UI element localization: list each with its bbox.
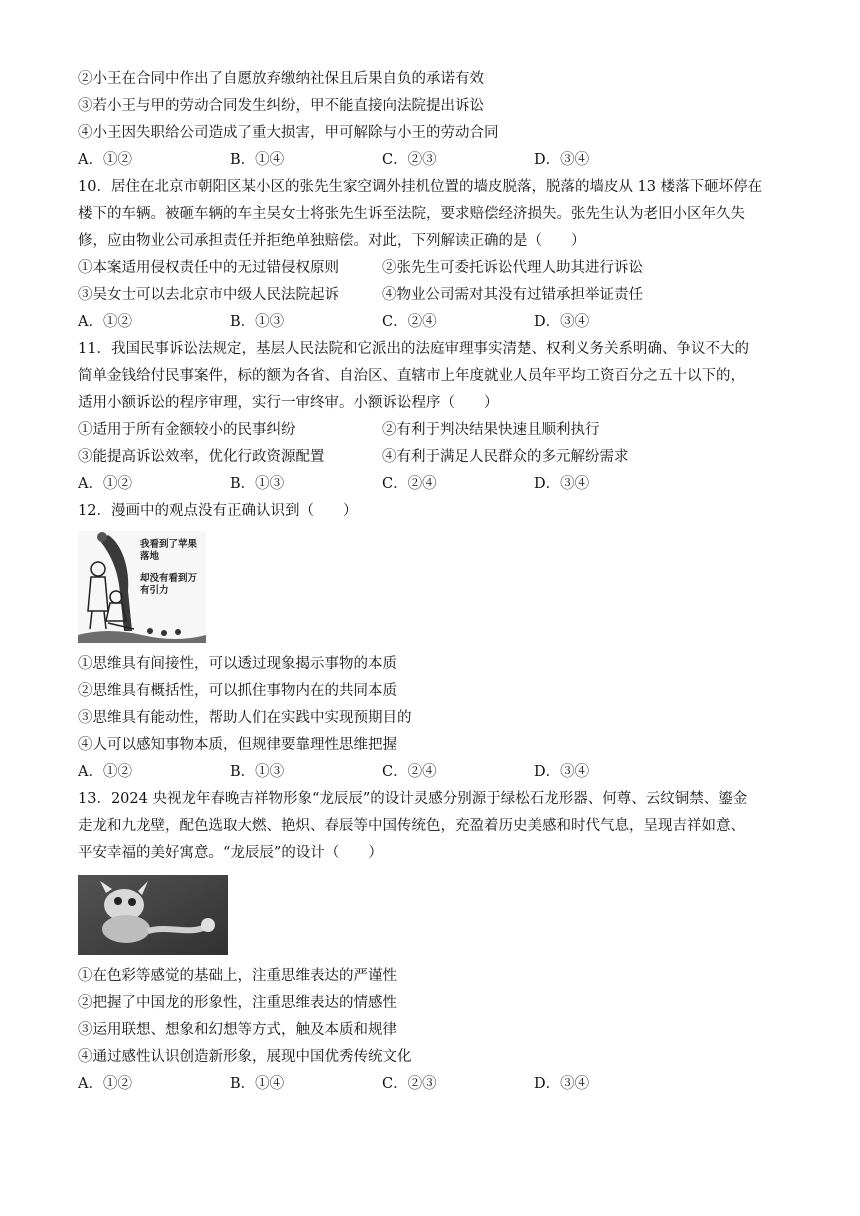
q9-option-a[interactable]: A．①② <box>78 152 132 168</box>
q11-statement-1: ①适用于所有金额较小的民事纠纷 <box>78 422 296 438</box>
q10-stem-line-2: 楼下的车辆。被砸车辆的车主吴女士将张先生诉至法院，要求赔偿经济损失。张先生认为老旧小区年久失 <box>78 206 745 222</box>
q10-statements-row-2 <box>78 282 788 309</box>
q9-option-b[interactable]: B．①④ <box>230 152 285 168</box>
q11-statements-row-1 <box>78 417 788 444</box>
q12-option-b[interactable]: B．①③ <box>230 764 285 780</box>
q9-statement-2: ②小王在合同中作出了自愿放弃缴纳社保且后果自负的承诺有效 <box>78 71 484 87</box>
exam-page <box>78 66 788 1098</box>
q11-option-d[interactable]: D．③④ <box>534 476 590 492</box>
q10-option-d[interactable]: D．③④ <box>534 314 590 330</box>
q9-statement-3: ③若小王与甲的劳动合同发生纠纷，甲不能直接向法院提出诉讼 <box>78 98 484 114</box>
q10-statement-3: ③吴女士可以去北京市中级人民法院起诉 <box>78 287 339 303</box>
q10-options <box>78 309 788 336</box>
q10-option-a[interactable]: A．①② <box>78 314 132 330</box>
q12-option-a[interactable]: A．①② <box>78 764 132 780</box>
cartoon-caption-2: 却没有看到万有引力 <box>140 573 198 596</box>
q12-statement-1: ①思维具有间接性，可以透过现象揭示事物的本质 <box>78 656 397 672</box>
q9-option-d[interactable]: D．③④ <box>534 152 590 168</box>
q10-statements-row-1 <box>78 255 788 282</box>
q13-option-a[interactable]: A．①② <box>78 1076 132 1092</box>
q13-statement-2: ②把握了中国龙的形象性，注重思维表达的情感性 <box>78 995 397 1011</box>
q10-statement-2: ②张先生可委托诉讼代理人助其进行诉讼 <box>382 260 643 276</box>
q9-option-c[interactable]: C．②③ <box>382 152 437 168</box>
q13-option-b[interactable]: B．①④ <box>230 1076 285 1092</box>
q10-statement-4: ④物业公司需对其没有过错承担举证责任 <box>382 287 643 303</box>
q12-cartoon-image <box>78 531 206 643</box>
q9-options <box>78 147 788 174</box>
q12-option-d[interactable]: D．③④ <box>534 764 590 780</box>
q12-options <box>78 759 788 786</box>
q11-options <box>78 471 788 498</box>
q13-statement-4: ④通过感性认识创造新形象，展现中国优秀传统文化 <box>78 1049 412 1065</box>
q11-stem-line-3: 适用小额诉讼的程序审理，实行一审终审。小额诉讼程序（ ） <box>78 395 499 411</box>
q9-statement-4: ④小王因失职给公司造成了重大损害，甲可解除与小王的劳动合同 <box>78 125 499 141</box>
q13-option-d[interactable]: D．③④ <box>534 1076 590 1092</box>
q11-stem-line-1: 11．我国民事诉讼法规定，基层人民法院和它派出的法庭审理事实清楚、权利义务关系明确、争议不大的 <box>78 341 749 357</box>
q13-options <box>78 1071 788 1098</box>
q10-option-b[interactable]: B．①③ <box>230 314 285 330</box>
q12-option-c[interactable]: C．②④ <box>382 764 437 780</box>
q13-statement-3: ③运用联想、想象和幻想等方式，触及本质和规律 <box>78 1022 397 1038</box>
q13-stem-line-1: 13．2024 央视龙年春晚吉祥物形象“龙辰辰”的设计灵感分别源于绿松石龙形器、何尊、云纹铜禁、鎏金 <box>78 791 748 807</box>
q11-statements-row-2 <box>78 444 788 471</box>
q11-option-a[interactable]: A．①② <box>78 476 132 492</box>
q12-statement-4: ④人可以感知事物本质，但规律要靠理性思维把握 <box>78 737 397 753</box>
q11-option-c[interactable]: C．②④ <box>382 476 437 492</box>
q13-mascot-image <box>78 875 228 955</box>
q13-stem-line-2: 走龙和九龙壁，配色选取大燃、艳炽、春辰等中国传统色，充盈着历史美感和时代气息，呈现吉祥如意、 <box>78 818 745 834</box>
q10-option-c[interactable]: C．②④ <box>382 314 437 330</box>
q10-stem-line-3: 修，应由物业公司承担责任并拒绝单独赔偿。对此，下列解读正确的是（ ） <box>78 233 586 249</box>
dragon-mascot-illustration <box>78 875 228 955</box>
q11-statement-3: ③能提高诉讼效率，优化行政资源配置 <box>78 449 325 465</box>
q11-statement-2: ②有利于判决结果快速且顺利执行 <box>382 422 600 438</box>
q12-statement-3: ③思维具有能动性，帮助人们在实践中实现预期目的 <box>78 710 412 726</box>
q10-statement-1: ①本案适用侵权责任中的无过错侵权原则 <box>78 260 339 276</box>
q13-statement-1: ①在色彩等感觉的基础上，注重思维表达的严谨性 <box>78 968 397 984</box>
q11-option-b[interactable]: B．①③ <box>230 476 285 492</box>
q12-statement-2: ②思维具有概括性，可以抓住事物内在的共同本质 <box>78 683 397 699</box>
q13-stem-line-3: 平安幸福的美好寓意。“龙辰辰”的设计（ ） <box>78 845 383 861</box>
q13-option-c[interactable]: C．②③ <box>382 1076 437 1092</box>
q12-stem: 12．漫画中的观点没有正确认识到（ ） <box>78 503 358 519</box>
cartoon-caption-1: 我看到了苹果落地 <box>140 539 198 562</box>
q11-stem-line-2: 简单金钱给付民事案件，标的额为各省、自治区、直辖市上年度就业人员年平均工资百分之五十以下的， <box>78 368 745 384</box>
q11-statement-4: ④有利于满足人民群众的多元解纷需求 <box>382 449 629 465</box>
q10-stem-line-1: 10．居住在北京市朝阳区某小区的张先生家空调外挂机位置的墙皮脱落，脱落的墙皮从 13 楼落下砸坏停在 <box>78 179 763 195</box>
